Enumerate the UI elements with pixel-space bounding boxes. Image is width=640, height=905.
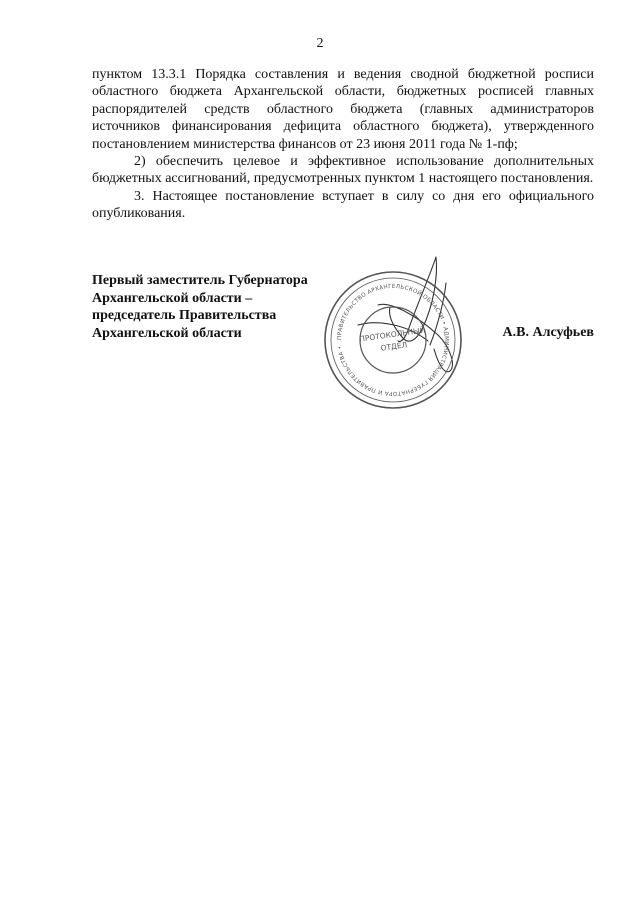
document-body: [92, 66, 594, 223]
signatory-title-line: Архангельской области –: [92, 290, 253, 306]
seal-center-line-1: ПРОТОКОЛЬНЫЙ: [358, 325, 426, 344]
paragraph-item-2: 2) обеспечить целевое и эффективное использование дополнительных бюджетных ассигнований, предусмотренных пунктом 1 настоящего постановления.: [92, 154, 594, 187]
paragraph-continuation: пунктом 13.3.1 Порядка составления и ведения сводной бюджетной росписи областного бюджета Архангельской области, бюджетных росписей главных распорядителей средств областного бюджета (главных администраторов источников финансирования дефицита областного бюджета), утвержденного постановлением министерства финансов от 23 июня 2011 года № 1-пф;: [92, 67, 594, 152]
seal-and-signature: [318, 245, 468, 445]
page-number: 2: [316, 36, 324, 51]
seal-ring-text: ПРАВИТЕЛЬСТВО АРХАНГЕЛЬСКОЙ ОБЛАСТИ • АДМИНИСТРАЦИЯ ГУБЕРНАТОРА И ПРАВИТЕЛЬСТВА •: [336, 283, 450, 397]
signatory-title-line: председатель Правительства: [92, 308, 277, 323]
signatory-title-line: Архангельской области: [92, 325, 242, 341]
signatory-name: А.В. Алсуфьев: [502, 325, 594, 340]
signatory-title-line: Первый заместитель Губернатора: [92, 273, 308, 288]
signatory-title: [92, 272, 308, 342]
seal-center-line-2: ОТДЕЛ: [380, 340, 408, 353]
round-seal: [325, 272, 461, 408]
paragraph-item-3: 3. Настоящее постановление вступает в силу со дня его официального опубликования.: [92, 188, 594, 222]
